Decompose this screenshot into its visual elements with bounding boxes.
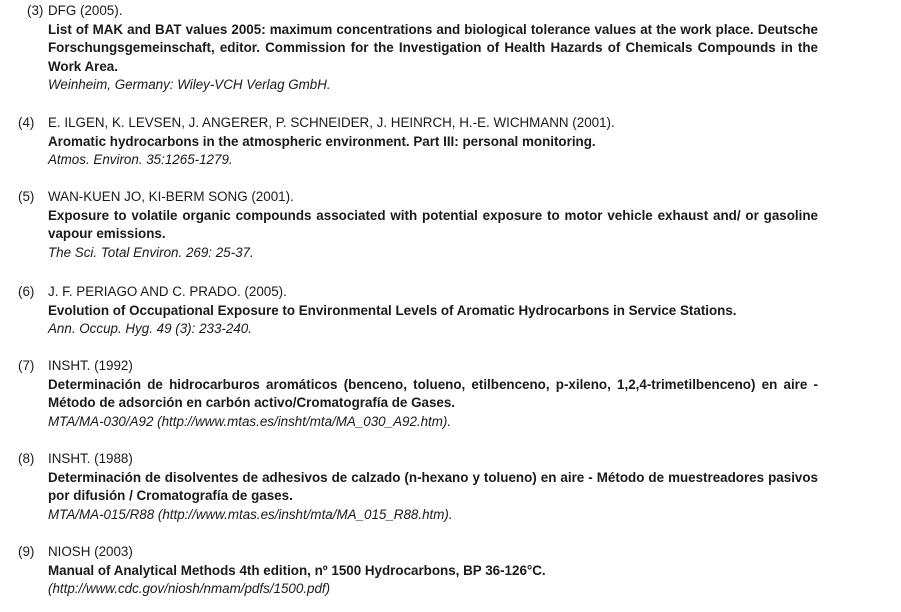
reference-number: (3) bbox=[27, 3, 44, 18]
reference-title: Exposure to volatile organic compounds associated with potential exposure to motor vehicle exhaust and/ or gasoline vapour emissions. bbox=[48, 207, 818, 241]
reference-body bbox=[48, 283, 818, 339]
reference-source: The Sci. Total Environ. 269: 25-37. bbox=[48, 244, 254, 260]
reference-authors: E. ILGEN, K. LEVSEN, J. ANGERER, P. SCHNEIDER, J. HEINRCH, H.-E. WICHMANN (2001). bbox=[48, 115, 615, 130]
reference-title: List of MAK and BAT values 2005: maximum concentrations and biological tolerance values at the work place. Deutsche Forschungsgemeinschaft, editor. Commission for the Investigation of Health Hazards of Chemicals Compounds in the Work Area. bbox=[48, 21, 818, 74]
reference-body bbox=[48, 188, 818, 262]
reference-number: (8) bbox=[18, 451, 35, 466]
reference-title: Evolution of Occupational Exposure to Environmental Levels of Aromatic Hydrocarbons in Service Stations. bbox=[48, 302, 737, 318]
reference-body bbox=[48, 357, 818, 431]
reference-authors: DFG (2005). bbox=[48, 3, 123, 18]
reference-source: (http://www.cdc.gov/niosh/nmam/pdfs/1500.pdf) bbox=[48, 581, 331, 596]
reference-number: (9) bbox=[18, 544, 35, 559]
reference-authors: J. F. PERIAGO AND C. PRADO. (2005). bbox=[48, 284, 287, 299]
reference-title: Determinación de disolventes de adhesivos de calzado (n-hexano y tolueno) en aire - Método de muestreadores pasivos por difusión / Cromatografía de gases. bbox=[48, 469, 818, 503]
reference-source: Atmos. Environ. 35:1265-1279. bbox=[48, 152, 233, 167]
reference-authors: NIOSH (2003) bbox=[48, 544, 133, 559]
reference-authors: WAN-KUEN JO, KI-BERM SONG (2001). bbox=[48, 189, 294, 204]
reference-source: MTA/MA-030/A92 (http://www.mtas.es/insht/mta/MA_030_A92.htm). bbox=[48, 413, 452, 429]
reference-number: (5) bbox=[18, 189, 35, 204]
reference-title: Manual of Analytical Methods 4th edition, nº 1500 Hydrocarbons, BP 36-126°C. bbox=[48, 562, 546, 578]
reference-source: Ann. Occup. Hyg. 49 (3): 233-240. bbox=[48, 321, 252, 336]
reference-authors: INSHT. (1992) bbox=[48, 358, 133, 373]
reference-authors: INSHT. (1988) bbox=[48, 451, 133, 466]
reference-source: Weinheim, Germany: Wiley-VCH Verlag GmbH. bbox=[48, 77, 331, 92]
reference-number: (4) bbox=[18, 115, 35, 130]
reference-body bbox=[48, 450, 818, 524]
reference-source: MTA/MA-015/R88 (http://www.mtas.es/insht/mta/MA_015_R88.htm). bbox=[48, 506, 453, 522]
reference-body bbox=[48, 543, 818, 599]
reference-body bbox=[48, 2, 818, 95]
reference-body bbox=[48, 114, 818, 170]
reference-number: (6) bbox=[18, 284, 35, 299]
reference-title: Aromatic hydrocarbons in the atmospheric environment. Part III: personal monitoring. bbox=[48, 133, 596, 149]
reference-number: (7) bbox=[18, 358, 35, 373]
reference-title: Determinación de hidrocarburos aromáticos (benceno, tolueno, etilbenceno, p-xileno, 1,2,4-trimetilbenceno) en aire - Método de adsorción en carbón activo/Cromatografía de Gases. bbox=[48, 376, 818, 410]
